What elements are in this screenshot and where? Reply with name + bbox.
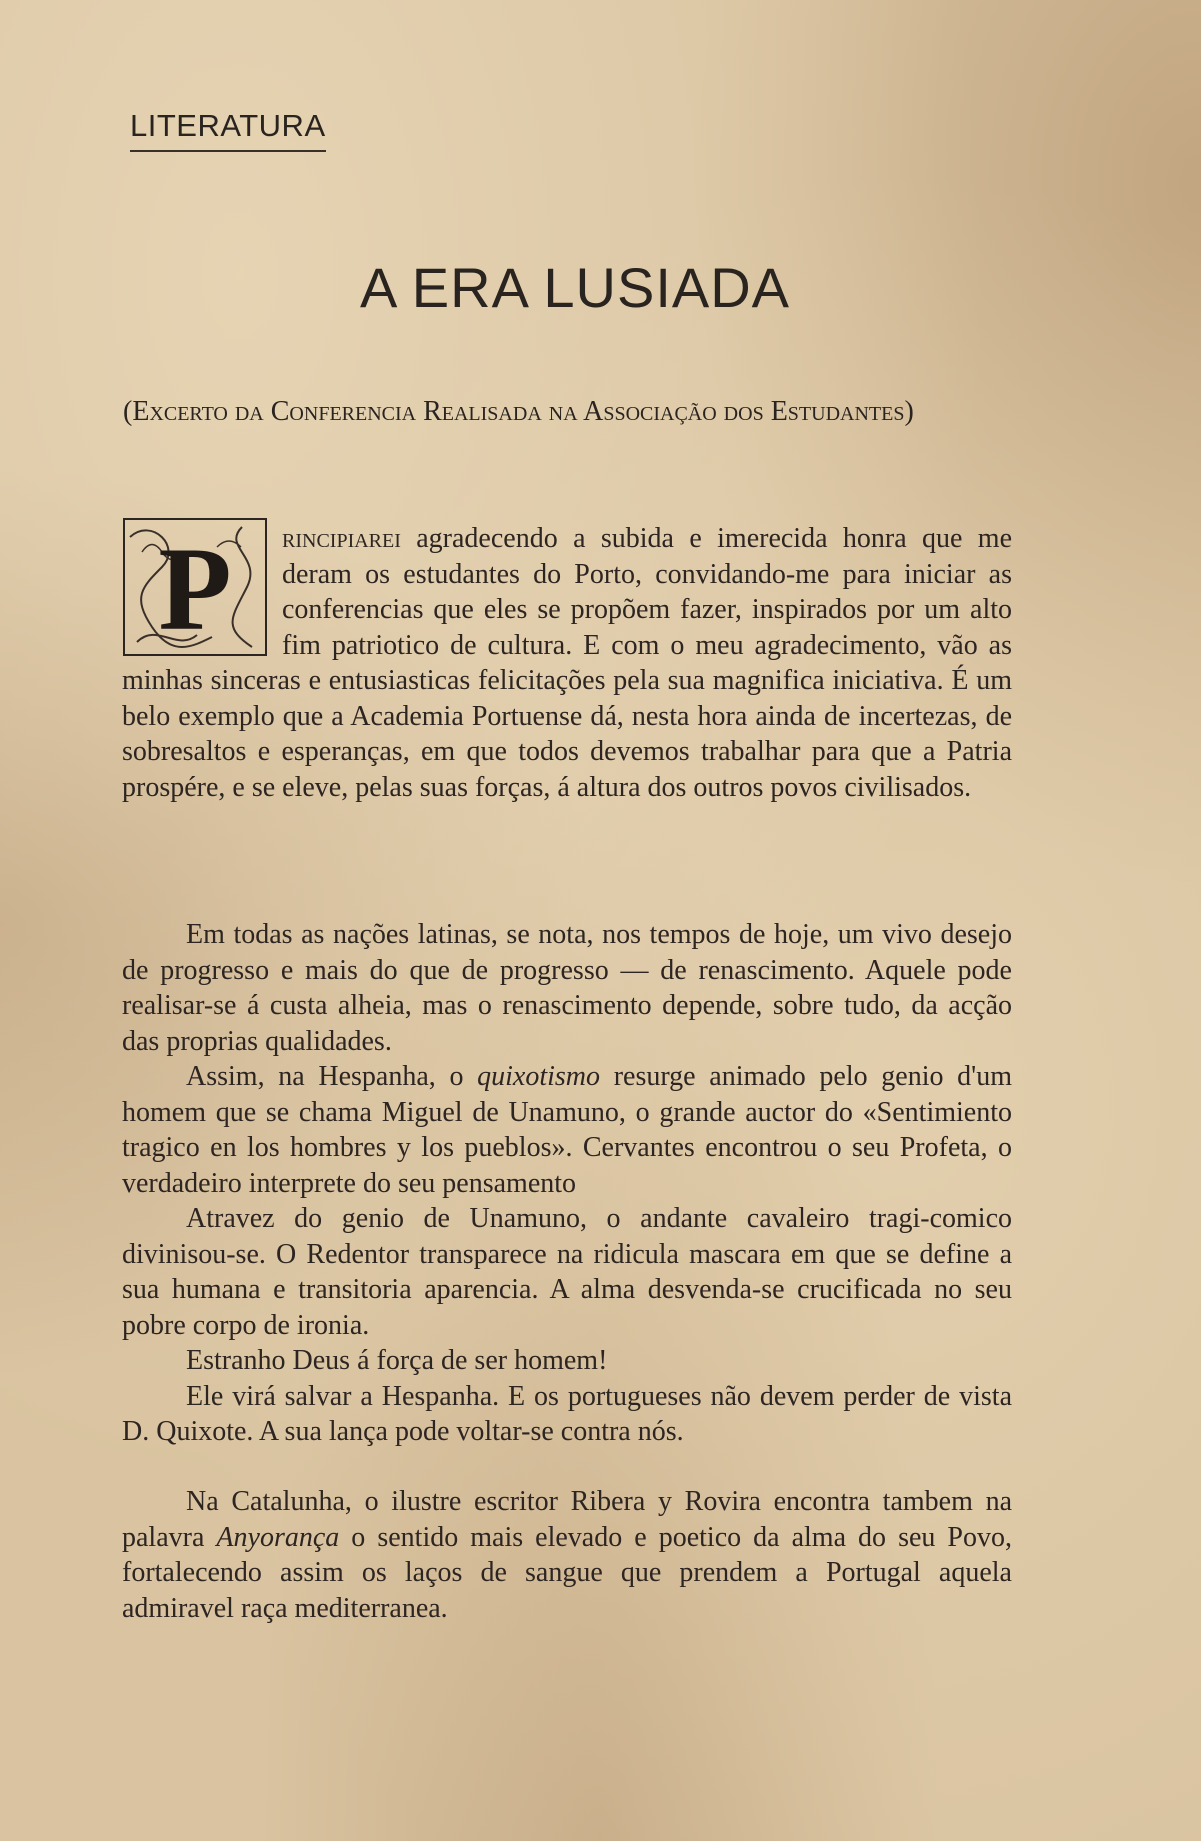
paragraph: Assim, na Hespanha, o quixotismo resurge animado pelo genio d'um homem que se chama Miguel de Unamuno, o grande auctor do «Sentimiento tragico en los hombres y los pueblos». Cervantes encontrou o seu Profeta, o verdadeiro interprete do seu pensamento [122,1061,1012,1199]
section-latin-nations [122,917,1012,1450]
paragraph-intro-text: agradecendo a subida e imerecida honra que me deram os estudantes do Porto, convidando-me para iniciar as conferencias que eles se propõem fazer, inspirados por um alto fim patriotico de cultura. E com o meu agradecimento, vão as minhas sinceras e entusiasticas felicitações pela sua magnifica iniciativa. É um belo exemplo que a Academia Portuense dá, nesta hora ainda de incertezas, de sobresaltos e esperanças, em que todos devemos trabalhar para que a Patria prospére, e se eleve, pelas suas forças, á altura dos outros povos civilisados. [122,523,1012,803]
first-word: rincipiarei [282,523,401,554]
paragraph: Na Catalunha, o ilustre escritor Ribera y Rovira encontra tambem na palavra Anyorança o sentido mais elevado e poetico da alma do seu Povo, fortalecendo assim os laços de sangue que prendem a Portugal aquela admiravel raça mediterranea. [122,1486,1012,1624]
section-catalonia [122,1484,1012,1626]
italic-term: Anyorança [216,1521,340,1553]
ornamental-p-icon [122,517,268,657]
paragraph-intro [122,521,1012,805]
article-title: A ERA LUSIADA [359,256,791,319]
paragraph: Ele virá salvar a Hespanha. E os portugueses não devem perder de vista D. Quixote. A sua lança pode voltar-se contra nós. [122,1380,1012,1447]
article-subtitle: (Excerto da Conferencia Realisada na Associação dos Estudantes) [123,396,914,427]
italic-term: quixotismo [477,1061,601,1092]
paragraph: Estranho Deus á força de ser homem! [186,1345,608,1376]
paragraph: Em todas as nações latinas, se nota, nos tempos de hoje, um vivo desejo de progresso e mais do que de progresso — de renascimento. Aquele pode realisar-se á custa alheia, mas o renascimento depende, sobre tudo, da acção das proprias qualidades. [122,919,1012,1057]
dropcap-ornament [122,517,268,657]
section-label: LITERATURA [130,108,326,152]
paragraph: Atravez do genio de Unamuno, o andante cavaleiro tragi-comico divinisou-se. O Redentor transparece na ridicula mascara em que se define a sua humana e transitoria aparencia. A alma desvenda-se crucificada no seu pobre corpo de ironia. [122,1203,1012,1341]
svg-text:P: P [158,522,232,655]
